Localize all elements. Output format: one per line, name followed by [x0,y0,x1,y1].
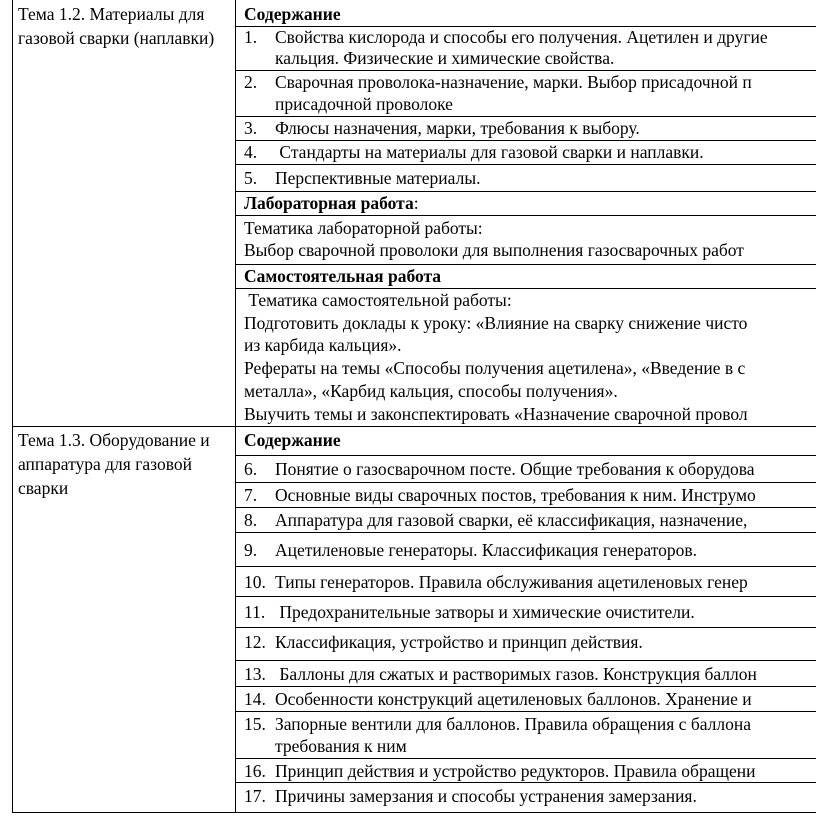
item-number: 17. [244,786,266,806]
item-number: 9. [244,540,258,560]
item-number: 15. [244,714,266,734]
list-item-continuation: кальция. Физические и химические свойства. [275,48,615,68]
row-divider [235,660,816,661]
row-divider [235,532,816,533]
row-divider [235,686,816,687]
list-item [244,664,757,685]
self-study-header: Самостоятельная работа [244,266,442,286]
list-item [244,632,643,653]
item-number: 1. [244,27,258,47]
self-study-line: металла», «Карбид кальция, способы получения». [244,381,618,401]
table-column-divider [235,0,236,813]
row-divider [235,627,816,628]
item-text: Перспективные материалы. [275,168,481,188]
item-number: 8. [244,510,258,530]
row-divider [235,507,816,508]
item-number: 10. [244,572,266,592]
topic-divider [12,426,816,427]
row-divider [235,455,816,456]
item-text: Стандарты на материалы для газовой сварки и наплавки. [275,142,704,162]
row-divider [235,596,816,597]
item-text: Основные виды сварочных постов, требования к ним. Инструмо [275,485,756,505]
item-text: Понятие о газосварочном посте. Общие требования к оборудова [275,459,755,479]
list-item [244,168,480,189]
item-number: 2. [244,72,258,92]
item-number: 13. [244,664,266,684]
row-divider [235,164,816,165]
list-item [244,485,756,506]
list-item [244,572,748,593]
item-text: Ацетиленовые генераторы. Классификация генераторов. [275,540,698,560]
list-item [244,27,768,48]
item-text: Запорные вентили для баллонов. Правила обращения с баллона [275,714,751,734]
list-item [244,689,752,710]
row-divider [235,711,816,712]
row-divider [235,191,816,192]
lab-header-colon: : [413,193,419,213]
row-divider [235,782,816,783]
list-item [244,142,704,163]
item-number: 6. [244,459,258,479]
row-divider [235,140,816,141]
item-number: 5. [244,168,258,188]
row-divider [235,70,816,71]
list-item [244,72,752,93]
item-number: 7. [244,485,258,505]
content-header: Содержание [244,430,341,450]
item-number: 16. [244,761,266,781]
topic-1-3-title: Тема 1.3. Оборудование и аппаратура для газовой сварки [18,430,210,498]
item-text: Причины замерзания и способы устранения замерзания. [275,786,697,806]
table-border-left [12,0,13,813]
list-item [244,459,755,480]
lab-header-text: Лабораторная работа [244,193,414,213]
item-text: Типы генераторов. Правила обслуживания ацетиленовых генер [275,572,748,592]
row-divider [235,288,816,289]
list-item-continuation: требования к ним [275,736,407,756]
list-item [244,118,640,139]
item-text: Баллоны для сжатых и растворимых газов. Конструкция баллон [275,664,757,684]
lab-line: Тематика лабораторной работы: [244,218,483,238]
self-study-line: Тематика самостоятельной работы: [244,290,512,310]
item-number: 3. [244,118,258,138]
content-header: Содержание [244,4,341,24]
row-divider [235,482,816,483]
row-divider [235,264,816,265]
lab-header [244,193,419,214]
item-text: Свойства кислорода и способы его получения. Ацетилен и другие [275,27,768,47]
list-item [244,602,695,623]
self-study-line: Выучить темы и законспектировать «Назначение сварочной провол [244,404,748,424]
item-text: Принцип действия и устройство редукторов. Правила обращени [275,761,756,781]
list-item [244,714,751,735]
self-study-line: Подготовить доклады к уроку: «Влияние на сварку снижение чисто [244,313,748,333]
list-item [244,510,747,531]
item-text: Флюсы назначения, марки, требования к выбору. [275,118,640,138]
item-number: 14. [244,689,266,709]
item-text: Аппаратура для газовой сварки, её классификация, назначение, [275,510,748,530]
list-item [244,761,755,782]
item-text: Особенности конструкций ацетиленовых баллонов. Хранение и [275,689,752,709]
item-text: Предохранительные затворы и химические очистители. [275,602,695,622]
row-divider [235,116,816,117]
list-item [244,786,697,807]
row-divider [235,758,816,759]
topic-1-2-title: Тема 1.2. Материалы для газовой сварки (наплавки) [18,4,215,48]
item-number: 4. [244,142,258,162]
self-study-line: из карбида кальция». [244,335,402,355]
item-number: 11. [244,602,266,622]
list-item-continuation: присадочной проволоке [275,94,453,114]
row-divider [235,215,816,216]
item-text: Классификация, устройство и принцип действия. [275,632,643,652]
row-divider [235,566,816,567]
list-item [244,540,697,561]
item-number: 12. [244,632,266,652]
lab-line: Выбор сварочной проволоки для выполнения газосварочных работ [244,240,744,260]
item-text: Сварочная проволока-назначение, марки. Выбор присадочной п [275,72,752,92]
table-border-bottom [12,812,816,813]
self-study-line: Рефераты на темы «Способы получения ацетилена», «Введение в с [244,358,746,378]
